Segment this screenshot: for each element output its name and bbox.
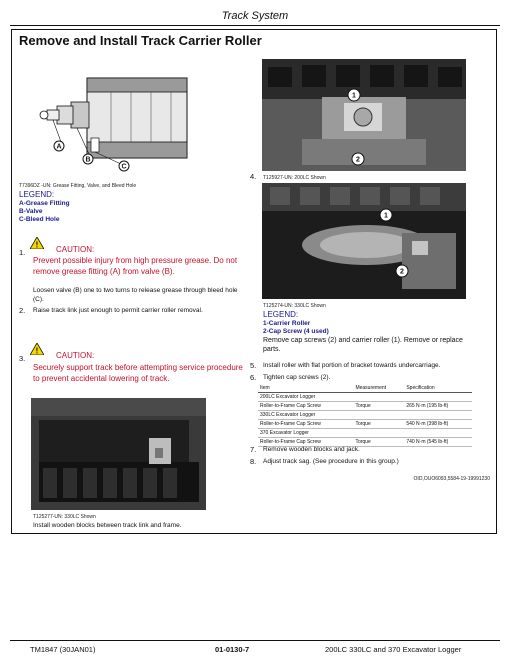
legend2-item-2: 2-Cap Screw (4 used) [263, 328, 329, 335]
legend1-title: LEGEND: [19, 190, 55, 199]
step7-number: 7. [250, 445, 257, 454]
spec-cell-spec: 265 N·m (195 lb-ft) [404, 402, 472, 411]
footer-manual-id: TM1847 (30JAN01) [30, 645, 96, 654]
step5-number: 5. [250, 361, 257, 370]
step5-text: Install roller with flat portion of bracket towards undercarriage. [263, 362, 441, 369]
step7-text: Remove wooden blocks and jack. [263, 446, 360, 453]
header-rule [10, 25, 500, 26]
table-row [258, 429, 472, 438]
callout-2-label: 2 [356, 156, 360, 164]
step8-number: 8. [250, 457, 257, 466]
spec-cell-item: Roller-to-Frame Cap Screw [258, 402, 353, 411]
figure1-caption: T7396DZ -UN: Grease Fitting, Valve, and Bleed Hole [19, 183, 137, 189]
legend1-item-b: B-Valve [19, 208, 43, 215]
callout-b-label: B [85, 156, 91, 164]
spec-cell-measurement [353, 393, 404, 402]
running-header: Track System [221, 10, 289, 22]
spec-cell-item: Roller-to-Frame Cap Screw [258, 420, 353, 429]
footer-page-number: 01-0130-7 [215, 645, 250, 654]
legend2-title: LEGEND: [263, 310, 299, 319]
figure-carrier-roller-200lc [262, 59, 466, 171]
table-row [258, 393, 472, 402]
figure4b-caption: T125274-UN: 330LC Shown [263, 303, 326, 309]
spec-cell-spec [404, 411, 472, 420]
step6-number: 6. [250, 373, 257, 382]
spec-cell-spec [404, 429, 472, 438]
spec-cell-spec [404, 393, 472, 402]
spec-table [258, 384, 472, 447]
step2-number: 2. [19, 306, 26, 315]
spec-header-specification: Specification [404, 384, 472, 393]
step1-number: 1. [19, 248, 26, 257]
legend1-item-a: A-Grease Fitting [19, 200, 70, 207]
table-row [258, 402, 472, 411]
spec-cell-measurement: Torque [353, 402, 404, 411]
spec-table-header [258, 384, 472, 393]
footer-rule [10, 640, 500, 641]
step4-number: 4. [250, 172, 257, 181]
spec-cell-spec: 540 N·m (398 lb-ft) [404, 420, 472, 429]
figure-track-blocks [31, 398, 206, 510]
svg-text:!: ! [35, 240, 39, 249]
spec-cell-spec: 740 N·m (545 lb-ft) [404, 438, 472, 447]
spec-cell-item: 200LC Excavator Logger [258, 393, 353, 402]
step4-text: Remove cap screws (2) and carrier roller (1). Remove or replace parts. [263, 337, 463, 353]
step8-text: Adjust track sag. (See procedure in this group.) [263, 458, 399, 465]
callout-1-label: 1 [352, 92, 356, 100]
document-reference: OID,OUO6093,5584-19-19991230 [413, 476, 490, 482]
spec-cell-item: 370 Excavator Logger [258, 429, 353, 438]
spec-cell-measurement: Torque [353, 420, 404, 429]
spec-cell-item: Roller-to-Frame Cap Screw [258, 438, 353, 447]
legend1-item-c: C-Bleed Hole [19, 216, 60, 223]
figure3-caption: T125277-UN: 330LC Shown [33, 514, 96, 520]
warning-icon [30, 236, 44, 254]
step3-caution-text: Securely support track before attempting service procedure to prevent accidental lowering of track. [33, 363, 243, 383]
step3-text: Install wooden blocks between track link and frame. [33, 522, 182, 529]
section-title: Remove and Install Track Carrier Roller [19, 33, 262, 48]
svg-text:!: ! [35, 346, 39, 355]
spec-cell-item: 330LC Excavator Logger [258, 411, 353, 420]
step2-text: Raise track link just enough to permit carrier roller removal. [33, 307, 203, 314]
step3-number: 3. [19, 354, 26, 363]
legend2-item-1: 1-Carrier Roller [263, 320, 311, 327]
figure-grease-fitting [31, 72, 193, 178]
warning-icon [30, 342, 44, 360]
callout-a-label: A [56, 143, 62, 151]
spec-cell-measurement [353, 411, 404, 420]
step6-text: Tighten cap screws (2). [263, 374, 331, 381]
figure-carrier-roller-330lc [262, 183, 466, 299]
footer-machine-models: 200LC 330LC and 370 Excavator Logger [325, 645, 462, 654]
spec-header-item: Item [258, 384, 353, 393]
step3-caution-label: CAUTION: [56, 351, 95, 360]
table-row [258, 411, 472, 420]
callout-2-label: 2 [400, 268, 404, 276]
spec-cell-measurement [353, 429, 404, 438]
spec-header-measurement: Measurement [353, 384, 404, 393]
figure4a-caption: T125927-UN: 200LC Shown [263, 175, 326, 181]
step1-text: Loosen valve (B) one to two turns to release grease through bleed hole (C). [33, 287, 238, 303]
table-row [258, 420, 472, 429]
step1-caution-label: CAUTION: [56, 245, 95, 254]
step1-caution-text: Prevent possible injury from high pressure grease. Do not remove grease fitting (A) from valve (B). [33, 256, 238, 276]
callout-1-label: 1 [384, 212, 388, 220]
callout-c-label: C [121, 163, 127, 171]
spec-cell-measurement: Torque [353, 438, 404, 447]
